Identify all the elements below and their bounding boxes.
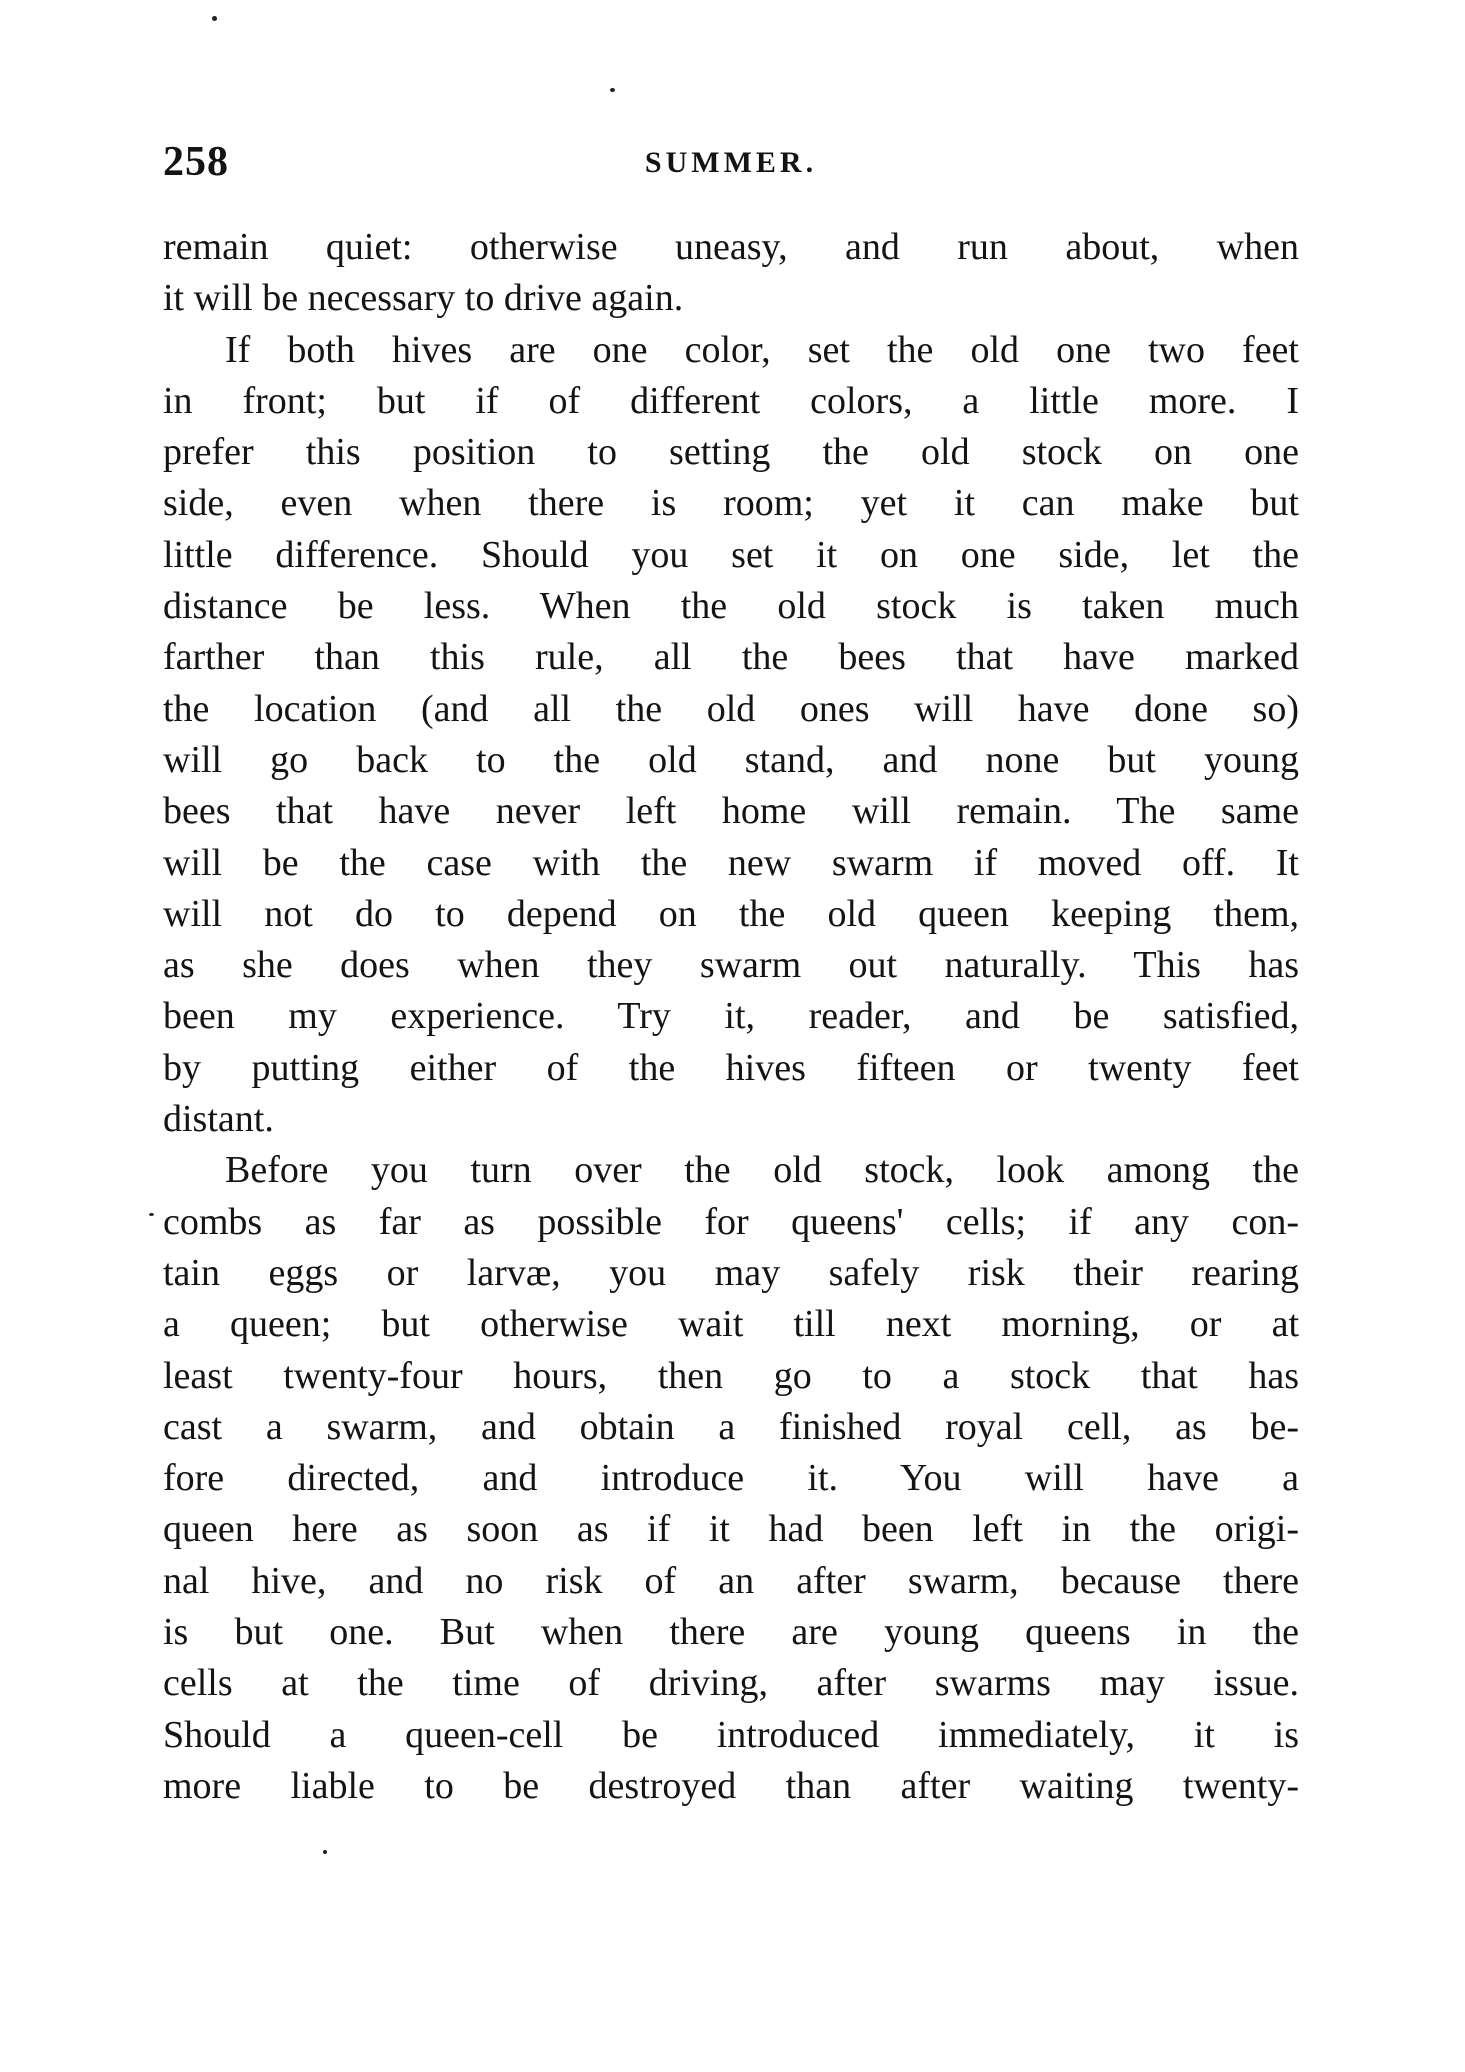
text-line: distance be less. When the old stock is taken much <box>163 585 1299 628</box>
text-line: it will be necessary to drive again. <box>163 277 684 320</box>
text-line: will be the case with the new swarm if moved off. It <box>163 841 1299 884</box>
text-line: more liable to be destroyed than after waiting twenty- <box>163 1764 1299 1807</box>
running-head: SUMMER. <box>644 146 818 179</box>
print-speck <box>610 88 615 92</box>
text-line: cells at the time of driving, after swarms may issue. <box>163 1662 1299 1705</box>
text-line: as she does when they swarm out naturally. This has <box>163 944 1299 987</box>
text-line: Before you turn over the old stock, look among the <box>225 1149 1299 1192</box>
text-line: is but one. But when there are young queens in the <box>163 1611 1299 1654</box>
text-line: the location (and all the old ones will have done so) <box>163 687 1299 730</box>
text-line: nal hive, and no risk of an after swarm, because there <box>163 1559 1299 1602</box>
text-line: in front; but if of different colors, a little more. I <box>163 379 1299 422</box>
paragraph <box>163 325 1299 1146</box>
print-speck <box>323 1850 327 1854</box>
text-line: distant. <box>163 1098 274 1141</box>
text-line: Should a queen-cell be introduced immediately, it is <box>163 1713 1299 1756</box>
page-number: 258 <box>163 139 229 185</box>
text-line: will go back to the old stand, and none but young <box>163 738 1299 781</box>
text-line: little difference. Should you set it on one side, let the <box>163 533 1299 576</box>
body-text <box>163 222 1299 1812</box>
text-line: remain quiet: otherwise uneasy, and run about, when <box>163 226 1299 268</box>
print-speck <box>212 16 217 21</box>
page-header <box>163 138 1299 198</box>
text-line: side, even when there is room; yet it can make but <box>163 482 1299 525</box>
text-line: If both hives are one color, set the old one two feet <box>225 328 1299 371</box>
text-line: queen here as soon as if it had been left in the origi- <box>163 1508 1299 1551</box>
text-line: farther than this rule, all the bees that have marked <box>163 636 1299 679</box>
text-line: a queen; but otherwise wait till next morning, or at <box>163 1303 1299 1346</box>
text-line: fore directed, and introduce it. You will have a <box>163 1457 1299 1500</box>
text-line: prefer this position to setting the old stock on one <box>163 431 1299 474</box>
paragraph <box>163 222 1299 325</box>
text-line: bees that have never left home will remain. The same <box>163 790 1299 833</box>
text-line: combs as far as possible for queens' cells; if any con- <box>163 1200 1299 1243</box>
text-line: will not do to depend on the old queen keeping them, <box>163 892 1299 935</box>
print-speck <box>149 1213 154 1216</box>
paragraph <box>163 1145 1299 1812</box>
text-line: by putting either of the hives fifteen or twenty feet <box>163 1046 1299 1089</box>
text-line: cast a swarm, and obtain a finished royal cell, as be- <box>163 1405 1299 1448</box>
text-line: least twenty-four hours, then go to a stock that has <box>163 1354 1299 1397</box>
text-line: tain eggs or larvæ, you may safely risk their rearing <box>163 1251 1299 1294</box>
text-line: been my experience. Try it, reader, and be satisfied, <box>163 995 1299 1038</box>
